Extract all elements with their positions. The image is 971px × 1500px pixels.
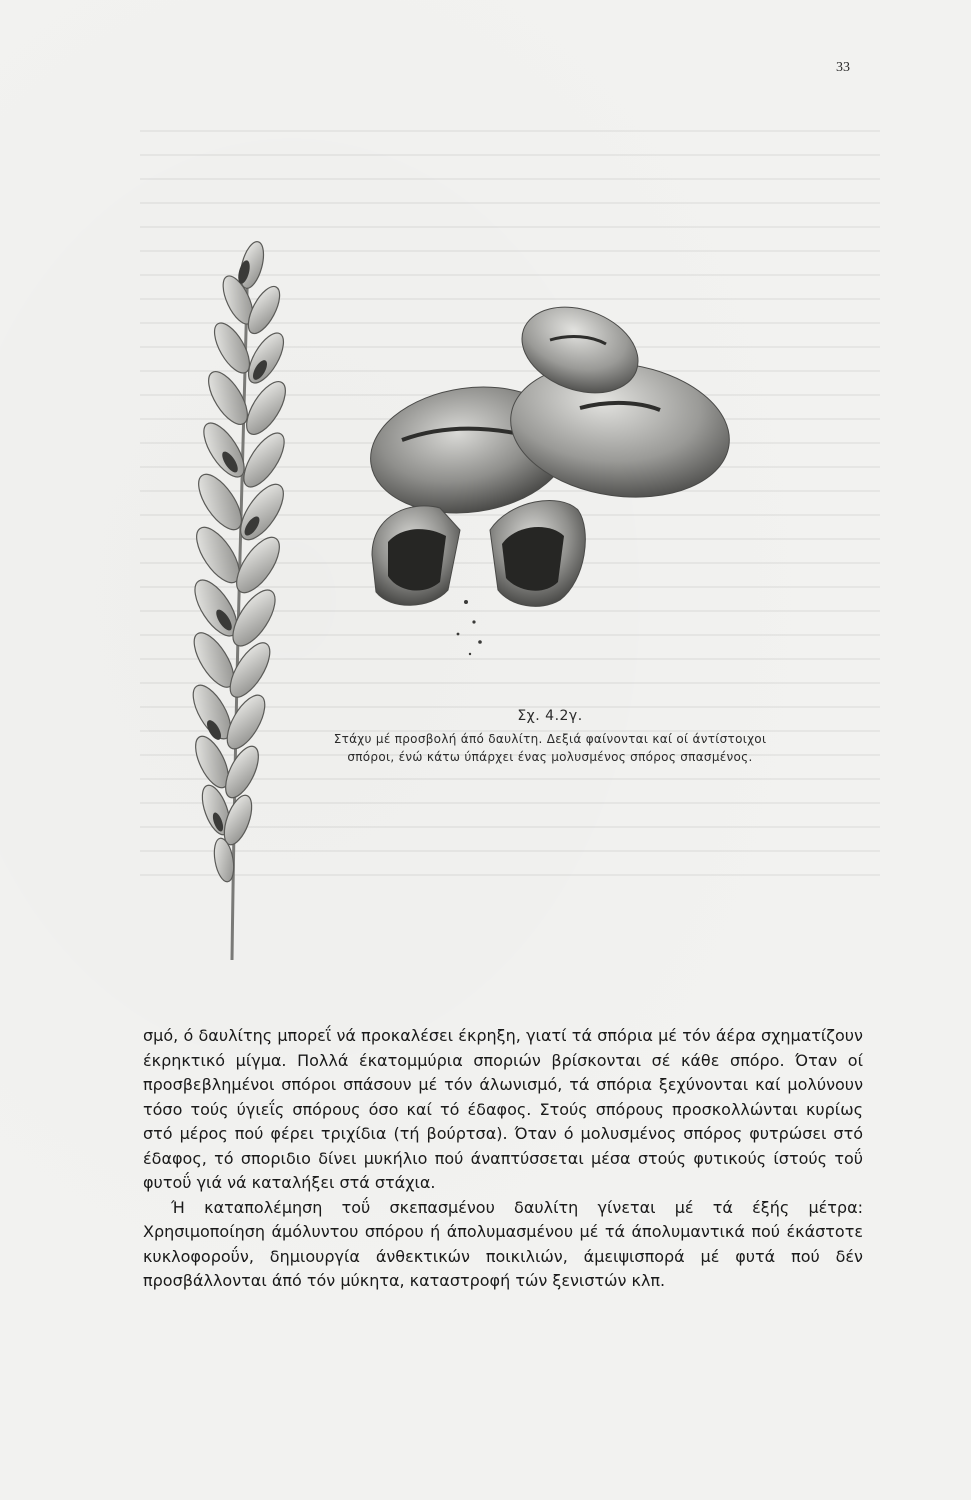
paragraph: σμό, ό δαυλίτης μπορεΐ νά προκαλέσει έκρηξη, γιατί τά σπόρια μέ τόν άέρα σχηματίζουν έκρηκτικό μίγμα. Πολλά έκατομμύρια σποριών βρίσκονται σέ κάθε σπόρο. Όταν οί προσβεβλημένοι σπόροι σπάσουν μέ τόν άλωνισμό, τά σπόρια ξεχύνονται καί μολύνουν τόσο τούς ύγιεΐς σπόρους όσο καί τό έδαφος. Στούς σπόρους προσκολλώνται κυρίως στό μέρος πού φέρει τριχίδια (τή βούρτσα). Όταν ό μολυσμένος σπόρος φυτρώσει στό έδαφος, τό σποριδιο δίνει μυκήλιο πού άναπτύσσεται μέσα στούς φυτικούς ίστούς τοΰ φυτοΰ γιά νά καταλήξει στά στάχια. [143,1026,863,1192]
figure-caption-text: Στάχυ μέ προσβολή άπό δαυλίτη. Δεξιά φαίνονται καί οί άντίστοιχοι σπόροι, ένώ κάτω ύπάρχει ένας μολυσμένος σπόρος σπασμένος. [333,732,767,764]
wheat-smut-illustration [140,230,840,990]
paragraph: Ή καταπολέμηση τοΰ σκεπασμένου δαυλίτη γίνεται μέ τά έξής μέτρα: Χρησιμοποίηση άμόλυντου σπόρου ή άπολυμασμένου μέ τά άπολυμαντικά πού έκάστοτε κυκλοφοροΰν, δημιουργία άνθεκτικών ποικιλιών, άμειψισπορά μέ φυτά πού δέν προσβάλλονται άπό τόν μύκητα, καταστροφή τών ξενιστών κλπ. [143,1197,863,1290]
body-text [143,1024,863,1294]
page-number: 33 [836,60,850,75]
wheat-ear [186,239,293,960]
infected-seeds [362,292,738,655]
figure-caption [330,708,770,766]
figure-label: Σχ. 4.2γ. [517,708,583,724]
